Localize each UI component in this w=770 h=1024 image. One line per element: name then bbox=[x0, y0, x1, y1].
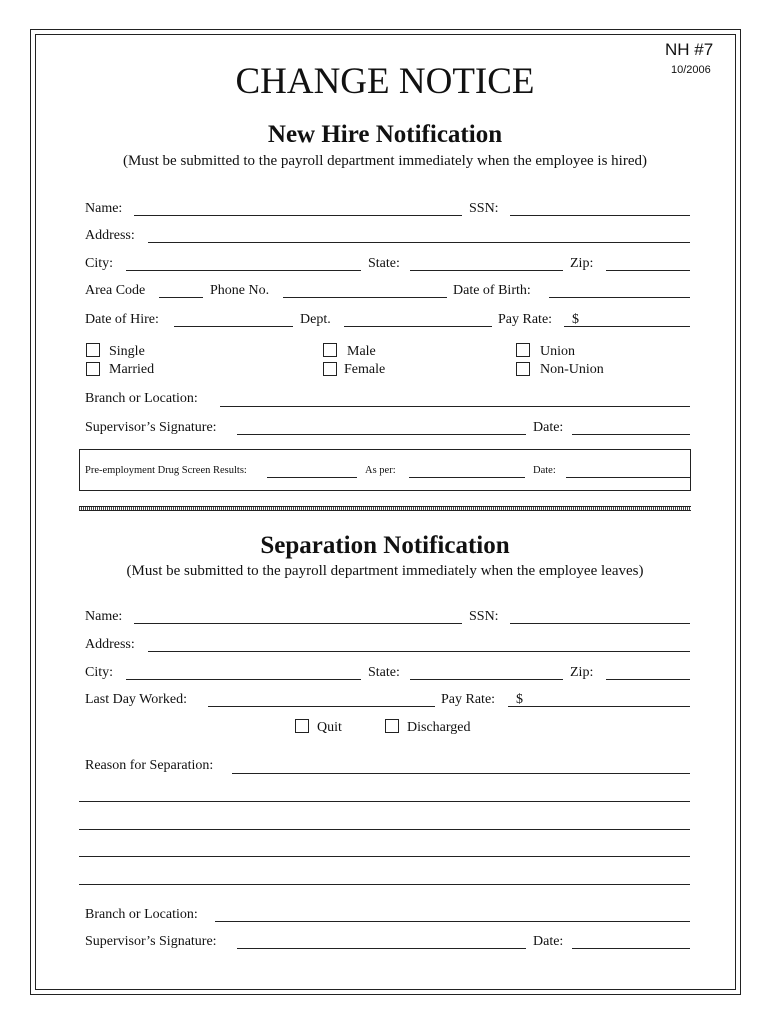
discharged-checkbox[interactable] bbox=[385, 719, 399, 733]
drug-screen-as-per-label: As per: bbox=[365, 465, 396, 476]
state-label: State: bbox=[368, 256, 400, 271]
sep-branch-label: Branch or Location: bbox=[85, 907, 198, 922]
reason-label: Reason for Separation: bbox=[85, 758, 214, 773]
drug-screen-as-per-field[interactable] bbox=[409, 477, 525, 478]
sep-date-field[interactable] bbox=[572, 948, 690, 949]
hire-date-label: Date of Hire: bbox=[85, 312, 159, 327]
branch-field[interactable] bbox=[220, 406, 690, 407]
reason-field-line-3[interactable] bbox=[79, 829, 690, 830]
union-checkbox[interactable] bbox=[516, 343, 530, 357]
date-label: Date: bbox=[533, 420, 564, 435]
ssn-label: SSN: bbox=[469, 201, 499, 216]
state-field[interactable] bbox=[410, 270, 563, 271]
hire-date-field[interactable] bbox=[174, 326, 293, 327]
union-label: Union bbox=[540, 344, 575, 359]
name-label: Name: bbox=[85, 201, 123, 216]
quit-label: Quit bbox=[317, 720, 342, 735]
phone-label: Phone No. bbox=[210, 283, 270, 298]
section-divider bbox=[79, 506, 691, 511]
name-field[interactable] bbox=[134, 215, 462, 216]
non-union-label: Non-Union bbox=[540, 362, 604, 377]
male-label: Male bbox=[347, 344, 376, 359]
separation-subheading: (Must be submitted to the payroll department immediately when the employee leaves) bbox=[126, 563, 644, 579]
reason-field-line-4[interactable] bbox=[79, 856, 690, 857]
sep-name-label: Name: bbox=[85, 609, 123, 624]
date-field[interactable] bbox=[572, 434, 690, 435]
sep-pay-rate-label: Pay Rate: bbox=[441, 692, 496, 707]
drug-screen-results-field[interactable] bbox=[267, 477, 357, 478]
married-label: Married bbox=[109, 362, 155, 377]
phone-field[interactable] bbox=[283, 297, 447, 298]
sep-ssn-label: SSN: bbox=[469, 609, 499, 624]
dob-label: Date of Birth: bbox=[453, 283, 531, 298]
pay-rate-field[interactable] bbox=[564, 326, 690, 327]
address-field[interactable] bbox=[148, 242, 690, 243]
new-hire-heading: New Hire Notification bbox=[267, 121, 503, 148]
city-field[interactable] bbox=[126, 270, 361, 271]
sep-name-field[interactable] bbox=[134, 623, 462, 624]
page-title: CHANGE NOTICE bbox=[235, 61, 535, 102]
drug-screen-results-label: Pre-employment Drug Screen Results: bbox=[85, 465, 247, 476]
branch-label: Branch or Location: bbox=[85, 391, 198, 406]
sep-state-label: State: bbox=[368, 665, 400, 680]
new-hire-subheading: (Must be submitted to the payroll department immediately when the employee is hired) bbox=[122, 153, 648, 169]
sep-zip-field[interactable] bbox=[606, 679, 690, 680]
quit-checkbox[interactable] bbox=[295, 719, 309, 733]
sep-pay-rate-currency: $ bbox=[516, 692, 523, 707]
city-label: City: bbox=[85, 256, 114, 271]
reason-field-line-1[interactable] bbox=[232, 773, 690, 774]
single-checkbox[interactable] bbox=[86, 343, 100, 357]
dob-field[interactable] bbox=[549, 297, 690, 298]
married-checkbox[interactable] bbox=[86, 362, 100, 376]
sep-branch-field[interactable] bbox=[215, 921, 690, 922]
last-day-field[interactable] bbox=[208, 706, 435, 707]
sep-address-label: Address: bbox=[85, 637, 135, 652]
discharged-label: Discharged bbox=[407, 720, 471, 735]
sep-address-field[interactable] bbox=[148, 651, 690, 652]
sep-city-label: City: bbox=[85, 665, 114, 680]
sep-signature-label: Supervisor’s Signature: bbox=[85, 934, 217, 949]
form-revision: 10/2006 bbox=[671, 64, 711, 76]
non-union-checkbox[interactable] bbox=[516, 362, 530, 376]
dept-field[interactable] bbox=[344, 326, 492, 327]
form-id: NH #7 bbox=[665, 40, 714, 59]
signature-field[interactable] bbox=[237, 434, 526, 435]
female-checkbox[interactable] bbox=[323, 362, 337, 376]
sep-pay-rate-field[interactable] bbox=[508, 706, 690, 707]
ssn-field[interactable] bbox=[510, 215, 690, 216]
last-day-label: Last Day Worked: bbox=[85, 692, 188, 707]
reason-field-line-5[interactable] bbox=[79, 884, 690, 885]
drug-screen-date-field[interactable] bbox=[566, 477, 690, 478]
zip-field[interactable] bbox=[606, 270, 690, 271]
sep-state-field[interactable] bbox=[410, 679, 563, 680]
zip-label: Zip: bbox=[570, 256, 594, 271]
dept-label: Dept. bbox=[300, 312, 331, 327]
area-code-field[interactable] bbox=[159, 297, 203, 298]
reason-field-line-2[interactable] bbox=[79, 801, 690, 802]
male-checkbox[interactable] bbox=[323, 343, 337, 357]
pay-rate-label: Pay Rate: bbox=[498, 312, 553, 327]
sep-ssn-field[interactable] bbox=[510, 623, 690, 624]
address-label: Address: bbox=[85, 228, 135, 243]
sep-date-label: Date: bbox=[533, 934, 564, 949]
drug-screen-date-label: Date: bbox=[533, 465, 556, 476]
sep-city-field[interactable] bbox=[126, 679, 361, 680]
area-code-label: Area Code bbox=[85, 283, 146, 298]
single-label: Single bbox=[109, 344, 145, 359]
female-label: Female bbox=[344, 362, 386, 377]
sep-zip-label: Zip: bbox=[570, 665, 594, 680]
separation-heading: Separation Notification bbox=[260, 532, 510, 559]
sep-signature-field[interactable] bbox=[237, 948, 526, 949]
signature-label: Supervisor’s Signature: bbox=[85, 420, 217, 435]
inner-border bbox=[35, 34, 736, 990]
pay-rate-currency: $ bbox=[572, 312, 579, 327]
